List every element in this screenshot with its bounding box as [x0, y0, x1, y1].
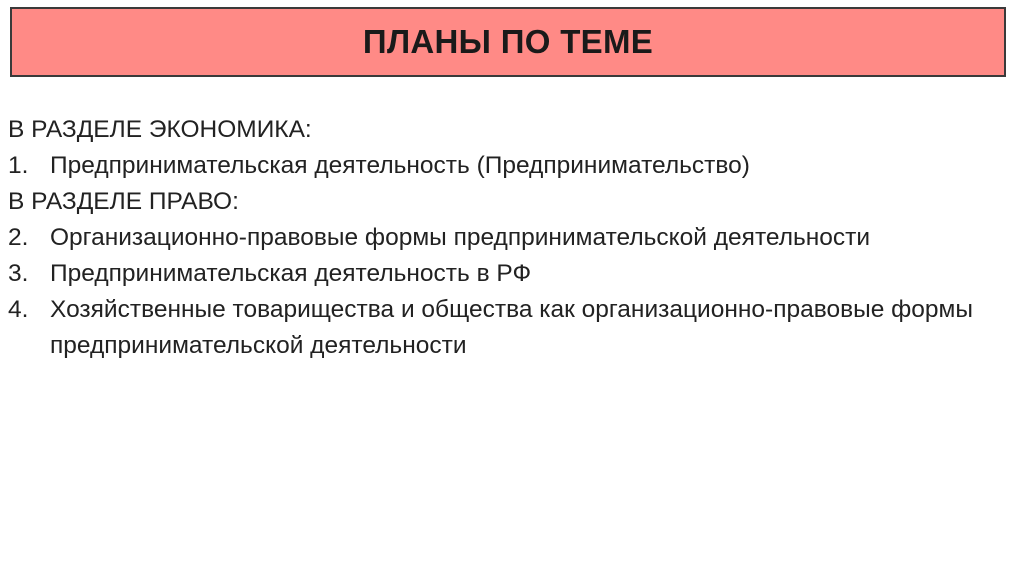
- list-item-number: 4.: [8, 296, 29, 323]
- list-item-number: 1.: [8, 152, 29, 179]
- title-banner: [10, 7, 1006, 77]
- list-item: [8, 292, 1008, 364]
- slide-content: [8, 112, 1008, 364]
- list-item-number: 3.: [8, 260, 29, 287]
- slide-title: ПЛАНЫ ПО ТЕМЕ: [362, 23, 654, 60]
- section-heading-law: В РАЗДЕЛЕ ПРАВО:: [8, 188, 239, 215]
- list-item-text: Хозяйственные товарищества и общества как организационно-правовые формы предпринимательской деятельности: [50, 296, 973, 359]
- list-item: [8, 148, 1008, 184]
- list-item: [8, 220, 1008, 256]
- list-item: [8, 256, 1008, 292]
- list-item-text: Предпринимательская деятельность в РФ: [50, 260, 532, 287]
- list-item-number: 2.: [8, 224, 29, 251]
- list-item-text: Организационно-правовые формы предпринимательской деятельности: [50, 224, 871, 251]
- list-item-text: Предпринимательская деятельность (Предпринимательство): [50, 152, 750, 179]
- section-heading-economics: В РАЗДЕЛЕ ЭКОНОМИКА:: [8, 116, 312, 143]
